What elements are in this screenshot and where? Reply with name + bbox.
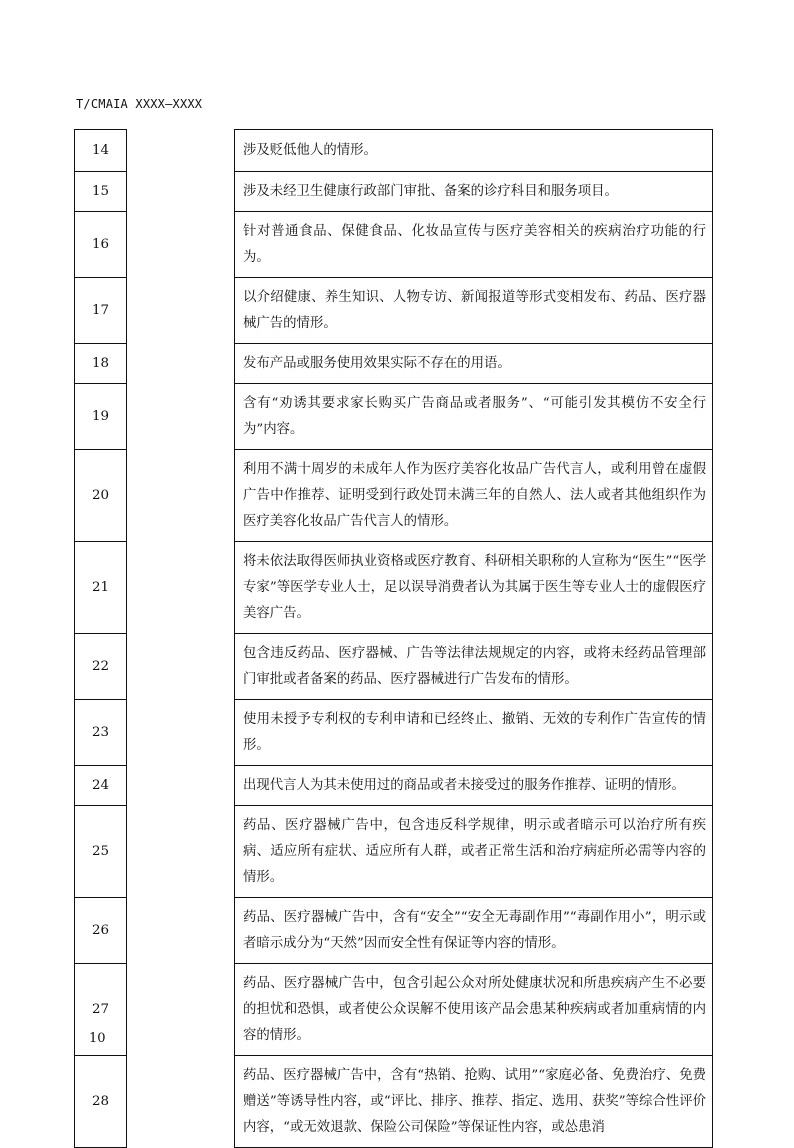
row-text: 含有“劝诱其要求家长购买广告商品或者服务”、“可能引发其模仿不安全行为”内容。: [235, 384, 713, 450]
row-number: 20: [75, 450, 127, 542]
blank-cell: [127, 964, 235, 1056]
blank-cell: [127, 806, 235, 898]
row-number: 16: [75, 212, 127, 278]
row-number: 14: [75, 130, 127, 172]
table-row: [75, 964, 713, 1056]
row-number: 15: [75, 172, 127, 212]
blank-cell: [127, 130, 235, 172]
row-number: 19: [75, 384, 127, 450]
blank-cell: [127, 212, 235, 278]
row-number: 25: [75, 806, 127, 898]
row-text: 发布产品或服务使用效果实际不存在的用语。: [235, 344, 713, 384]
table-row: [75, 806, 713, 898]
blank-cell: [127, 542, 235, 634]
blank-cell: [127, 766, 235, 806]
blank-cell: [127, 172, 235, 212]
table-row: [75, 450, 713, 542]
row-text: 药品、医疗器械广告中，含有“热销、抢购、试用”“家庭必备、免费治疗、免费赠送”等诱导性内容，或“评比、排序、推荐、指定、选用、获奖”等综合性评价内容，“或无效退款、保险公司保险”等保证性内容，或怂患消: [235, 1056, 713, 1148]
row-number: 26: [75, 898, 127, 964]
table-row: [75, 344, 713, 384]
table-row: [75, 542, 713, 634]
blank-cell: [127, 1056, 235, 1148]
table-row: [75, 700, 713, 766]
table-row: [75, 898, 713, 964]
table-row: [75, 212, 713, 278]
row-text: 针对普通食品、保健食品、化妆品宣传与医疗美容相关的疾病治疗功能的行为。: [235, 212, 713, 278]
row-text: 药品、医疗器械广告中，包含引起公众对所处健康状况和所患疾病产生不必要的担忧和恐惧，或者使公众误解不使用该产品会患某种疾病或者加重病情的内容的情形。: [235, 964, 713, 1056]
row-text: 出现代言人为其未使用过的商品或者未接受过的服务作推荐、证明的情形。: [235, 766, 713, 806]
row-text: 使用未授予专利权的专利申请和已经终止、撤销、无效的专利作广告宣传的情形。: [235, 700, 713, 766]
row-number: 18: [75, 344, 127, 384]
table-row: [75, 1056, 713, 1148]
row-number: 23: [75, 700, 127, 766]
document-code: T/CMAIA XXXX—XXXX: [76, 97, 203, 111]
row-text: 以介绍健康、养生知识、人物专访、新闻报道等形式变相发布、药品、医疗器械广告的情形。: [235, 278, 713, 344]
blank-cell: [127, 898, 235, 964]
row-number: 17: [75, 278, 127, 344]
row-text: 涉及贬低他人的情形。: [235, 130, 713, 172]
blank-cell: [127, 278, 235, 344]
blank-cell: [127, 384, 235, 450]
row-text: 将未依法取得医师执业资格或医疗教育、科研相关职称的人宣称为“医生”“医学专家”等医学专业人士，足以误导消费者认为其属于医生等专业人士的虚假医疗美容广告。: [235, 542, 713, 634]
row-text: 包含违反药品、医疗器械、广告等法律法规规定的内容，或将未经药品管理部门审批或者备案的药品、医疗器械进行广告发布的情形。: [235, 634, 713, 700]
row-number: 27: [75, 964, 127, 1056]
row-number: 22: [75, 634, 127, 700]
row-text: 涉及未经卫生健康行政部门审批、备案的诊疗科目和服务项目。: [235, 172, 713, 212]
row-text: 利用不满十周岁的未成年人作为医疗美容化妆品广告代言人，或利用曾在虚假广告中作推荐、证明受到行政处罚未满三年的自然人、法人或者其他组织作为医疗美容化妆品广告代言人的情形。: [235, 450, 713, 542]
table-row: [75, 278, 713, 344]
row-number: 24: [75, 766, 127, 806]
table-row: [75, 130, 713, 172]
regulation-table-container: [74, 129, 713, 1148]
blank-cell: [127, 344, 235, 384]
blank-cell: [127, 634, 235, 700]
row-text: 药品、医疗器械广告中，包含违反科学规律，明示或者暗示可以治疗所有疾病、适应所有症状、适应所有人群，或者正常生活和治疗病症所必需等内容的情形。: [235, 806, 713, 898]
table-row: [75, 634, 713, 700]
blank-cell: [127, 700, 235, 766]
table-row: [75, 384, 713, 450]
row-number: 28: [75, 1056, 127, 1148]
row-number: 21: [75, 542, 127, 634]
blank-cell: [127, 450, 235, 542]
regulation-table: [74, 129, 713, 1148]
row-text: 药品、医疗器械广告中，含有“安全”“安全无毒副作用”“毒副作用小”，明示或者暗示成分为“天然”因而安全性有保证等内容的情形。: [235, 898, 713, 964]
table-row: [75, 766, 713, 806]
page-number: 10: [89, 1031, 106, 1046]
table-row: [75, 172, 713, 212]
